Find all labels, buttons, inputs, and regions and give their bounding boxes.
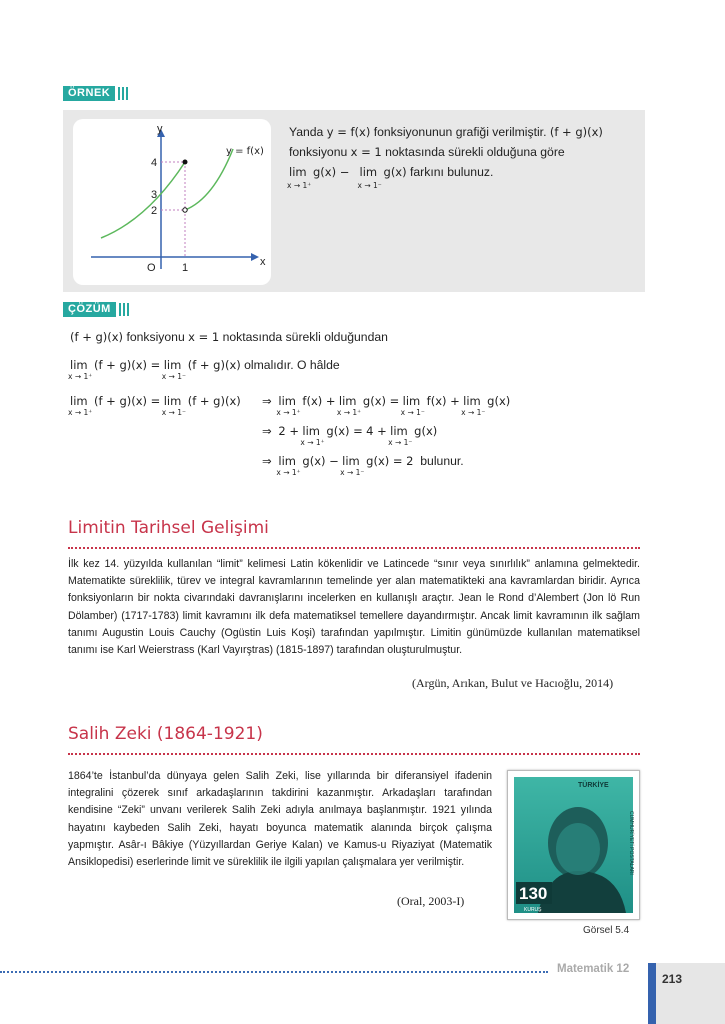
math: g(x) − — [312, 165, 350, 179]
lim-sub: x → 1⁺ — [68, 372, 93, 381]
stamp-side-text: CUMHURİYETİ POSTALARI — [628, 811, 634, 875]
lim-sub: x → 1⁺ — [300, 438, 325, 447]
solution-tag — [63, 302, 129, 317]
math: x = 1 — [350, 145, 382, 159]
x-tick-1: 1 — [182, 262, 189, 274]
arrow: ⇒ — [262, 394, 272, 408]
math: g(x) — [487, 394, 511, 408]
y-tick-3: 3 — [151, 189, 158, 201]
lim-sub: x → 1⁻ — [161, 408, 186, 417]
lim: lim — [338, 394, 357, 408]
lim: lim — [302, 424, 321, 438]
lim-sub: x → 1⁺ — [276, 408, 301, 417]
history-divider — [68, 547, 640, 549]
y-axis-label: y — [157, 123, 163, 135]
lim-right — [287, 162, 312, 190]
open-point — [183, 208, 187, 212]
salih-title: Salih Zeki (1864-1921) — [68, 724, 263, 744]
lim: lim — [278, 394, 297, 408]
origin-label: O — [147, 262, 156, 274]
math: 2 + — [278, 424, 300, 438]
text: fonksiyonunun grafiği verilmiştir. — [373, 125, 547, 139]
tag-bars-decoration — [118, 87, 128, 100]
math: 4 + — [366, 424, 387, 438]
math: f(x) + — [426, 394, 460, 408]
example-tag — [63, 86, 128, 101]
curve-right — [185, 149, 233, 210]
lim: lim — [70, 358, 88, 372]
math: f(x) + — [302, 394, 336, 408]
solution-line-1 — [70, 330, 388, 344]
y-tick-4: 4 — [151, 157, 158, 169]
lim-right — [276, 394, 301, 417]
salih-paragraph: 1864’te İstanbul’da dünyaya gelen Salih Zeki, lise yıllarında bir diferansiyel ifadenin integralini çözerek sınıf arkadaşlarının takdirini kazanmıştır. Arkadaşları tarafından kendisine “Zeki” unvanı verilerek Salih Zeki adıyla anılmaya başlanmıştır. 1921 yılında hayatını kaybeden Salih Zeki, hayatı boyunca matematik alanında birçok çalışma yapmıştır. Asâr-ı Bâkiye (Yüzyıllardan Geriye Kalan) ve Kamus-u Riyaziyat (Matematik Ansiklopedisi) eserlerinde limit ve süreklilik ile ilgili yapılan çalışmalara yer verilmiştir. — [68, 770, 492, 869]
arrow: ⇒ — [262, 424, 272, 438]
salih-divider — [68, 753, 640, 755]
function-graph — [73, 119, 271, 285]
lim-sub: x → 1⁺ — [287, 181, 312, 190]
postage-stamp — [508, 771, 639, 919]
history-citation: (Argün, Arıkan, Bulut ve Hacıoğlu, 2014) — [412, 676, 614, 690]
solution-line-2 — [70, 358, 340, 386]
graph-card — [73, 119, 271, 285]
lim-left — [161, 358, 186, 381]
math: g(x) = — [362, 394, 400, 408]
lim-left — [357, 162, 382, 190]
lim-left — [340, 454, 365, 477]
math: g(x) − — [302, 454, 339, 468]
lim: lim — [278, 454, 297, 468]
math: (f + g)(x) — [70, 330, 124, 344]
arrow: ⇒ — [262, 454, 272, 468]
math: g(x) — [383, 165, 407, 179]
math: g(x) — [414, 424, 438, 438]
math: g(x) = — [326, 424, 363, 438]
x-axis-arrow — [251, 253, 259, 261]
solution-line-5 — [262, 454, 464, 482]
math: (f + g)(x) = — [93, 394, 161, 408]
lim-sub: x → 1⁺ — [336, 408, 362, 417]
text: bulunur. — [420, 454, 464, 468]
math: g(x) = 2 — [366, 454, 414, 468]
lim: lim — [289, 165, 307, 179]
stamp-image — [507, 770, 640, 920]
lim-sub: x → 1⁻ — [357, 181, 382, 190]
text: noktasında sürekli olduğuna göre — [385, 145, 565, 159]
lim-right — [300, 424, 325, 447]
x-axis-label: x — [260, 256, 266, 268]
page-number: 213 — [662, 972, 683, 986]
lim-sub: x → 1⁺ — [68, 408, 93, 417]
lim-sub: x → 1⁻ — [340, 468, 365, 477]
text: fonksiyonu — [289, 145, 348, 159]
curve-left — [101, 162, 185, 238]
lim-right — [68, 394, 93, 417]
solution-tag-label: ÇÖZÜM — [63, 302, 116, 317]
lim: lim — [342, 454, 360, 468]
math: (f + g)(x) = — [93, 358, 161, 372]
lim-sub: x → 1⁻ — [388, 438, 413, 447]
solution-line-3b — [262, 394, 510, 422]
footer-divider — [0, 971, 548, 973]
lim-sub: x → 1⁻ — [400, 408, 425, 417]
lim-right — [276, 454, 301, 477]
example-line-3 — [287, 162, 639, 190]
text: olmalıdır. O hâlde — [244, 358, 340, 372]
lim: lim — [163, 358, 182, 372]
tag-bars-decoration — [119, 303, 129, 316]
lim-left — [388, 424, 413, 447]
lim-right — [336, 394, 362, 417]
lim-sub: x → 1⁻ — [461, 408, 486, 417]
footer-book-title: Matematik 12 — [557, 963, 630, 975]
lim-sub: x → 1⁺ — [276, 468, 301, 477]
text: farkını bulunuz. — [410, 165, 494, 179]
text: fonksiyonu — [126, 330, 185, 344]
text: Yanda — [289, 125, 324, 139]
y-tick-2: 2 — [151, 205, 158, 217]
math: (f + g)(x) — [187, 394, 241, 408]
footer-accent-bar — [648, 963, 656, 1024]
example-box — [63, 110, 645, 292]
math: (f + g)(x) — [187, 358, 241, 372]
lim-left — [161, 394, 186, 417]
stamp-country: TÜRKİYE — [578, 782, 609, 789]
history-paragraph: İlk kez 14. yüzyılda kullanılan “limit” kelimesi Latin kökenlidir ve Latincede “sınır veya sınırlılık” anlamına gelmektedir. Matematikte süreklilik, türev ve integral kavramlarının temelinde yer alan matematikteki ana kavramlardan biridir. Ayrıca fonksiyonların bir nokta civarındaki davranışlarını incelerken en kullanışlı araçtır. Jean le Rond d’Alembert (Jon lö Run Dölamber) (1717-1783) limit kavramını ilk defa matematiksel temellere dayandırmıştır. Ancak limit kavramının ilk sağlam tanımı Augustin Louis Cauchy (Ogüstin Luis Koşi) tarafından yapılmıştır. Limitin günümüzde kullanılan matematiksel tanımı ise Karl Weierstrass (Karl Vayırştras) (1815-1897) tarafından oluşturulmuştur. — [68, 558, 640, 657]
curve-label: y = f(x) — [226, 146, 264, 157]
solution-line-3 — [70, 394, 241, 422]
text: noktasında sürekli olduğundan — [222, 330, 388, 344]
salih-citation: (Oral, 2003-I) — [397, 894, 465, 908]
lim-left — [461, 394, 486, 417]
lim-left — [400, 394, 425, 417]
lim: lim — [402, 394, 421, 408]
stamp-value: 130 — [519, 884, 548, 903]
lim: lim — [390, 424, 408, 438]
stamp-caption: Görsel 5.4 — [583, 925, 630, 936]
filled-point — [183, 160, 188, 165]
example-tag-label: ÖRNEK — [63, 86, 115, 101]
lim: lim — [463, 394, 481, 408]
solution-line-4 — [262, 424, 437, 452]
stamp-unit: KURUŞ — [524, 907, 542, 913]
math: y = f(x) — [326, 125, 371, 139]
example-line-2 — [289, 142, 639, 162]
history-title: Limitin Tarihsel Gelişimi — [68, 518, 269, 538]
lim-right — [68, 358, 93, 381]
math: x = 1 — [188, 330, 220, 344]
lim: lim — [359, 165, 378, 179]
lim: lim — [70, 394, 88, 408]
lim-sub: x → 1⁻ — [161, 372, 186, 381]
example-line-1 — [289, 122, 639, 142]
example-question — [287, 122, 639, 190]
lim: lim — [163, 394, 182, 408]
math: (f + g)(x) — [549, 125, 603, 139]
portrait-face — [556, 823, 600, 875]
